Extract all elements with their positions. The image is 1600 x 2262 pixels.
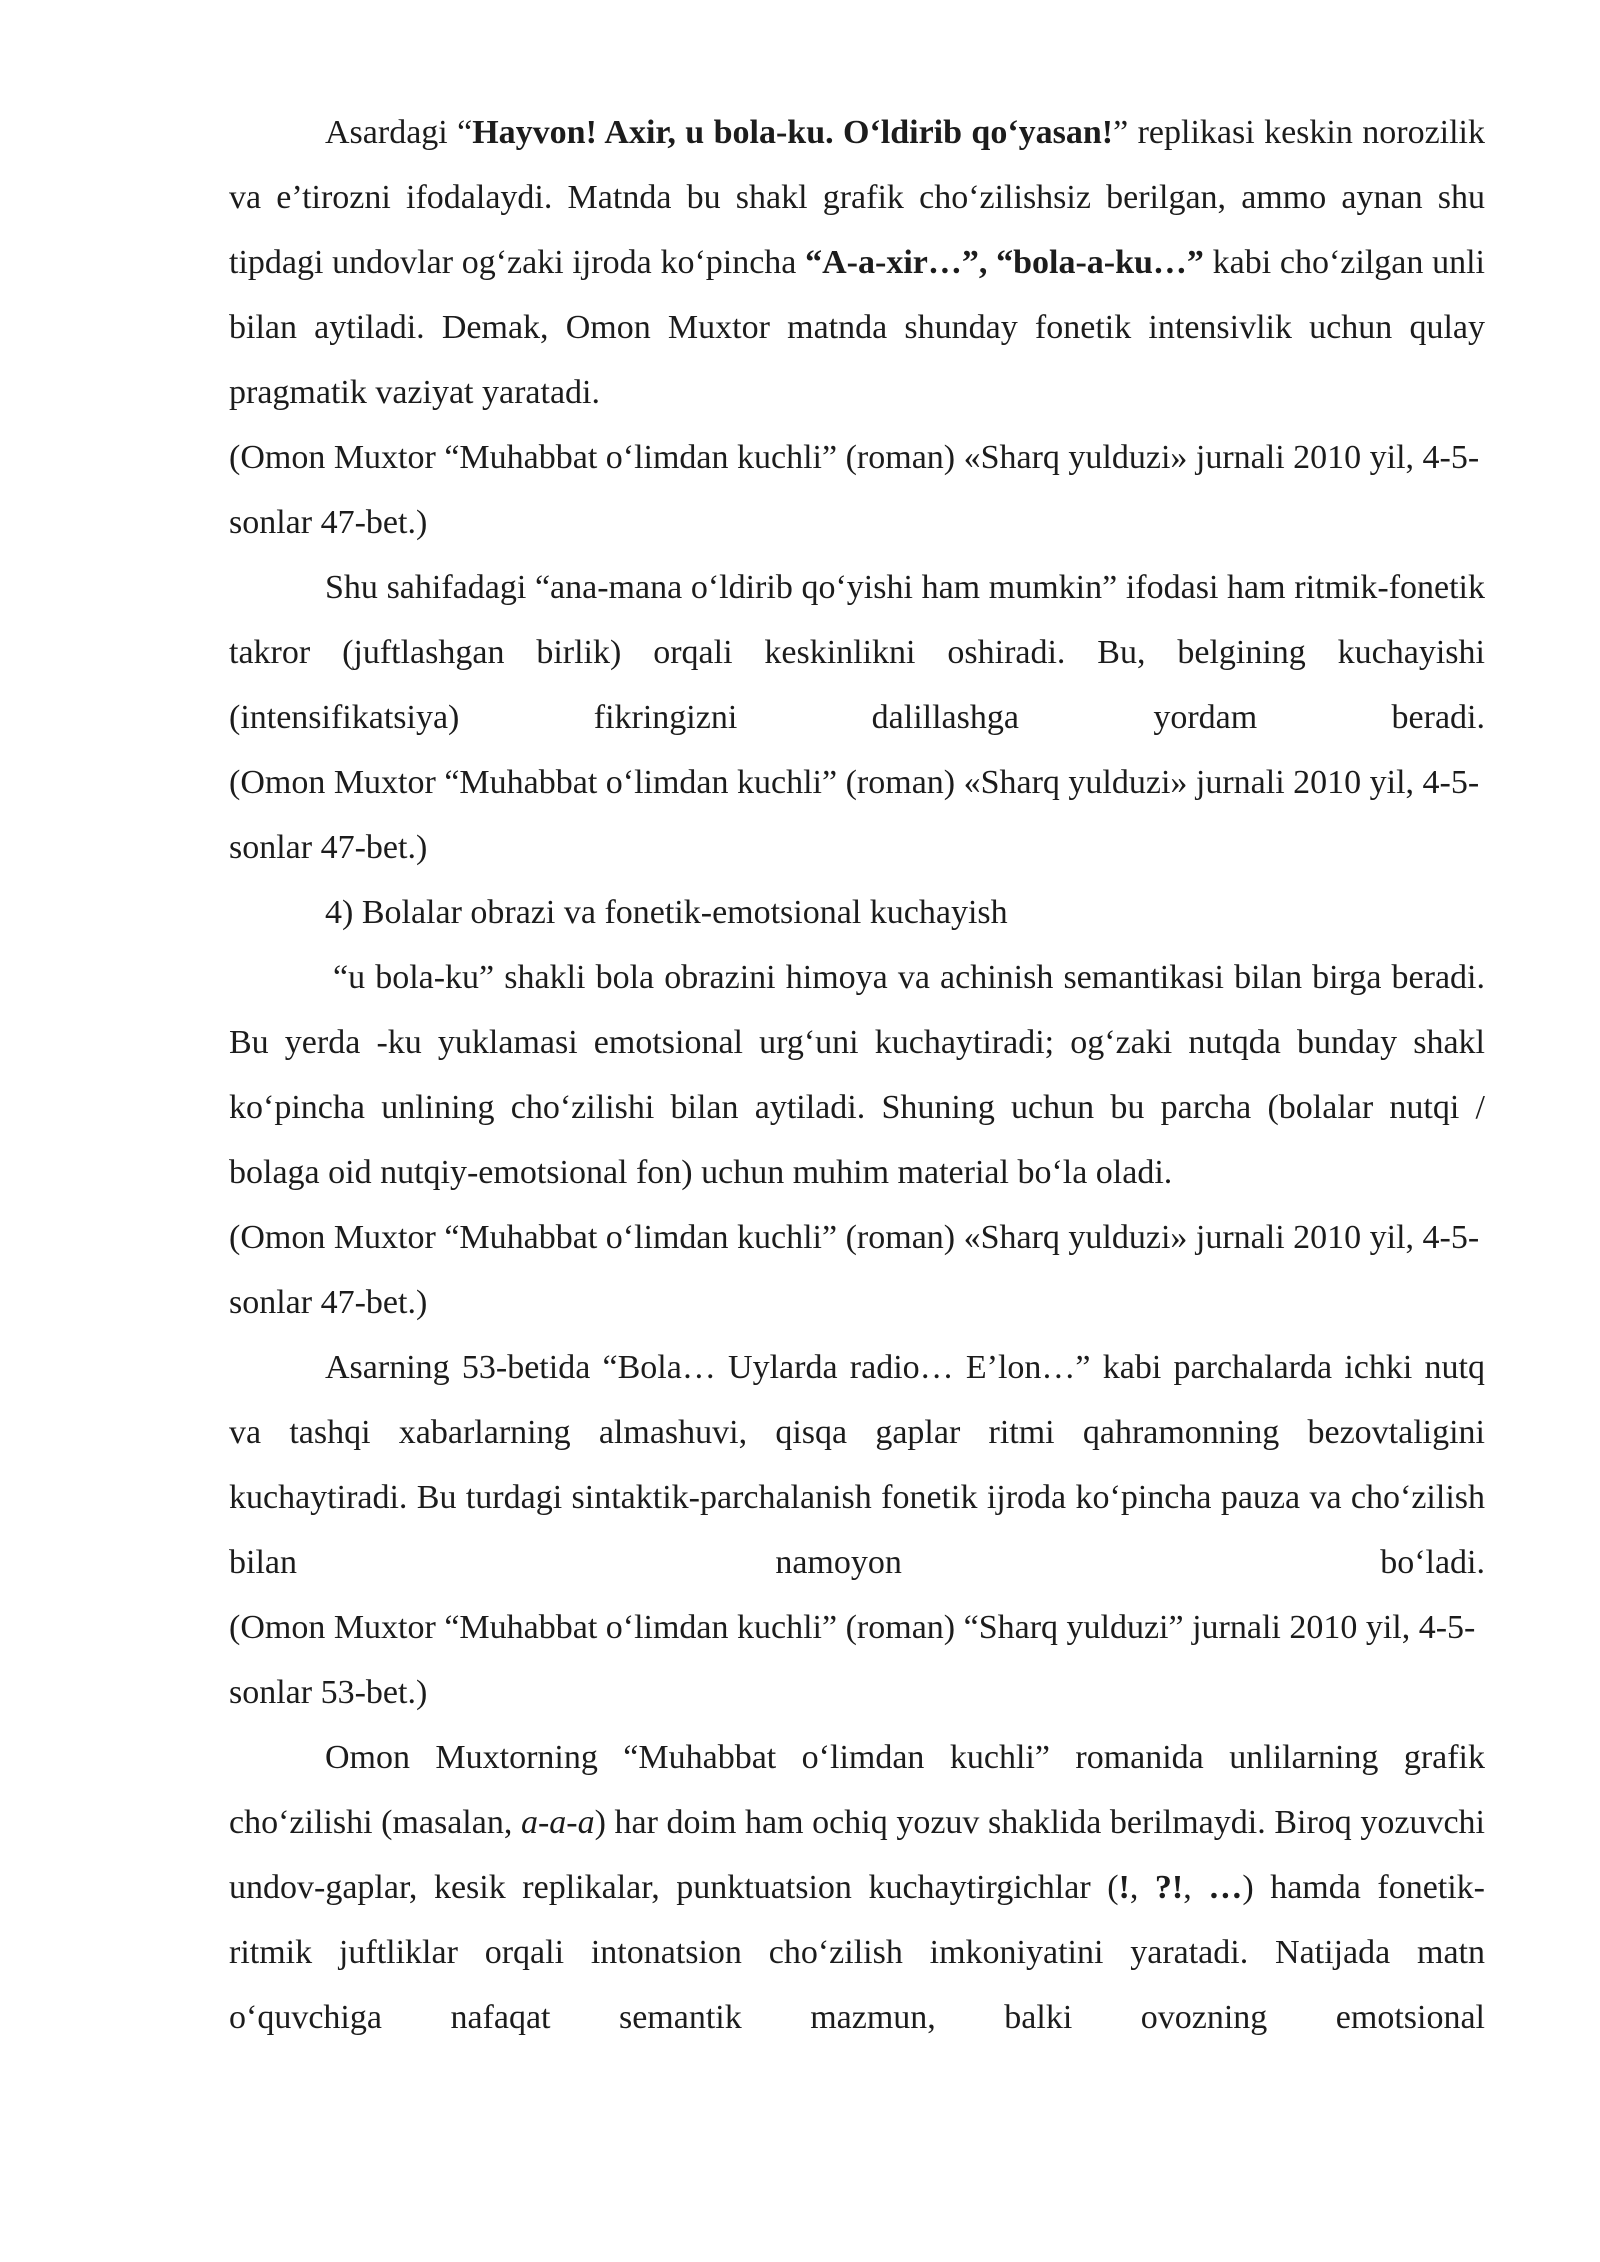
paragraph-2: Shu sahifadagi “ana-mana o‘ldirib qo‘yishi ham mumkin” ifodasi ham ritmik-fonetik takror (juftlashgan birlik) orqali keskinlikni oshiradi. Bu, belgining kuchayishi (intensifikatsiya) fikringizni dalillashga yordam beradi. — [229, 569, 1485, 736]
citation-1: (Omon Muxtor “Muhabbat o‘limdan kuchli” (roman) «Sharq yulduzi» jurnali 2010 yil, 4-5-sonlar 47-bet.) — [229, 439, 1480, 541]
document-page — [229, 100, 1485, 2050]
punctuation-interrobang: ?! — [1154, 1869, 1184, 1906]
paragraph-4: Asarning 53-betida “Bola… Uylarda radio… E’lon…” kabi parchalarda ichki nutq va tashqi xabarlarning almashuvi, qisqa gaplar ritmi qahramonning bezovtaligini kuchaytiradi. Bu turdagi sintaktik-parchalanish fonetik ijroda ko‘pincha pauza va cho‘zilish bilan namoyon bo‘ladi. — [229, 1349, 1485, 1581]
citation-4: (Omon Muxtor “Muhabbat o‘limdan kuchli” (roman) “Sharq yulduzi” jurnali 2010 yil, 4-5-sonlar 53-bet.) — [229, 1609, 1476, 1711]
paragraph-5-text-c: ) hamda fonetik-ritmik juftliklar orqali intonatsion cho‘zilish imkoniyatini yaratadi. Natijada matn o‘quvchiga nafaqat semantik mazmun, balki ovozning emotsional — [229, 1869, 1486, 2036]
paragraph-5 — [229, 1725, 1485, 2050]
paragraph-1-text-b: ” replikasi keskin norozilik va e’tirozni ifodalaydi. Matnda bu shakl grafik cho‘zilishsiz berilgan, ammo aynan shu tipdagi undovlar og‘zaki ijroda ko‘pincha — [229, 114, 1486, 281]
paragraph-5-text-a: Omon Muxtorning “Muhabbat o‘limdan kuchli” romanida unlilarning grafik cho‘zilishi (masalan, — [229, 1739, 1485, 1841]
paragraph-5-text-b: ) har doim ham ochiq yozuv shaklida berilmaydi. Biroq yozuvchi undov-gaplar, kesik replikalar, punktuatsion kuchaytirgichlar ( — [229, 1804, 1485, 1906]
paragraph-1-text-c: kabi cho‘zilgan unli bilan aytiladi. Demak, Omon Muxtor matnda shunday fonetik intensivlik uchun qulay pragmatik vaziyat yaratadi. — [229, 244, 1485, 411]
paragraph-1-bold-examples: “A-a-xir…”, “bola-a-ku…” — [805, 244, 1204, 281]
paragraph-5-italic-example: a-a-a — [520, 1804, 595, 1841]
paragraph-5-separator-2: , — [1183, 1869, 1209, 1906]
paragraph-3: “u bola-ku” shakli bola obrazini himoya va achinish semantikasi bilan birga beradi. Bu yerda -ku yuklamasi emotsional urg‘uni kuchaytiradi; og‘zaki nutqda bunday shakl ko‘pincha unlining cho‘zilishi bilan aytiladi. Shuning uchun bu parcha (bolalar nutqi / bolaga oid nutqiy-emotsional fon) uchun muhim material bo‘la oladi. — [229, 959, 1485, 1191]
punctuation-ellipsis: … — [1208, 1869, 1243, 1906]
citation-2: (Omon Muxtor “Muhabbat o‘limdan kuchli” (roman) «Sharq yulduzi» jurnali 2010 yil, 4-5-sonlar 47-bet.) — [229, 764, 1480, 866]
section-heading-4: 4) Bolalar obrazi va fonetik-emotsional kuchayish — [325, 894, 1008, 931]
paragraph-1-text-a: Asardagi “ — [325, 114, 473, 151]
citation-3: (Omon Muxtor “Muhabbat o‘limdan kuchli” (roman) «Sharq yulduzi» jurnali 2010 yil, 4-5-sonlar 47-bet.) — [229, 1219, 1480, 1321]
punctuation-exclamation: ! — [1118, 1869, 1130, 1906]
paragraph-1 — [229, 100, 1485, 425]
paragraph-5-separator-1: , — [1129, 1869, 1155, 1906]
paragraph-1-bold-quote: Hayvon! Axir, u bola-ku. O‘ldirib qo‘yasan! — [472, 114, 1114, 151]
